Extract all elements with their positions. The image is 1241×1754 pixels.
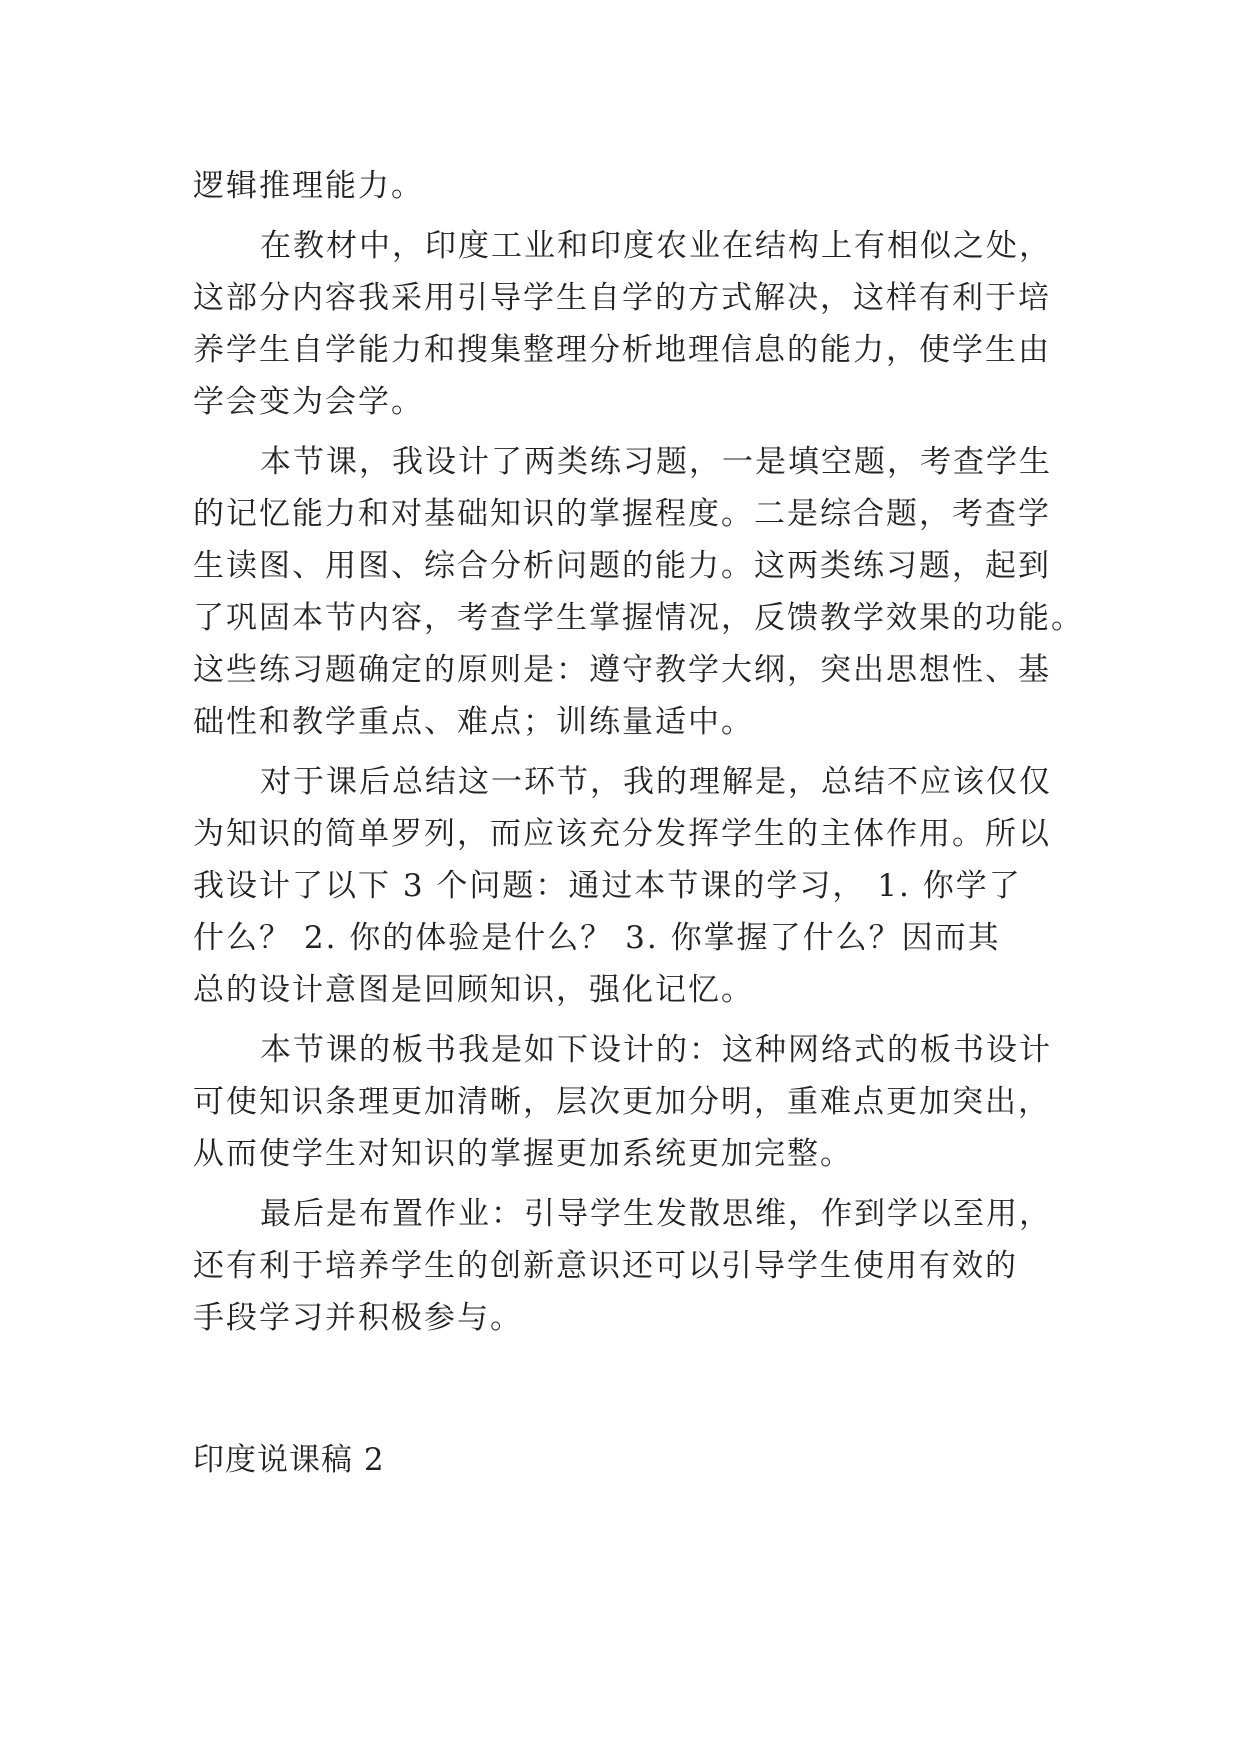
paragraph-line: 可使知识条理更加清晰，层次更加分明，重难点更加突出， (193, 1084, 1051, 1120)
paragraph-line: 本节课，我设计了两类练习题，一是填空题，考查学生 (260, 444, 1052, 480)
paragraph-line: 我设计了以下 3 个问题：通过本节课的学习， 1. 你学了 (193, 868, 1022, 904)
paragraph-line: 为知识的简单罗列，而应该充分发挥学生的主体作用。所以 (193, 816, 1051, 852)
paragraph-line: 了巩固本节内容，考查学生掌握情况，反馈教学效果的功能。 (193, 600, 1084, 636)
paragraph-line: 还有利于培养学生的创新意识还可以引导学生使用有效的 (193, 1248, 1018, 1284)
paragraph-line: 学会变为会学。 (193, 384, 424, 420)
paragraph-line: 总的设计意图是回顾知识，强化记忆。 (193, 972, 754, 1008)
paragraph-line: 在教材中，印度工业和印度农业在结构上有相似之处， (260, 228, 1052, 264)
paragraph-line: 生读图、用图、综合分析问题的能力。这两类练习题，起到 (193, 548, 1051, 584)
section-heading: 印度说课稿 2 (193, 1442, 385, 1478)
paragraph-line: 从而使学生对知识的掌握更加系统更加完整。 (193, 1136, 853, 1172)
paragraph-line: 础性和教学重点、难点；训练量适中。 (193, 704, 754, 740)
paragraph-line: 最后是布置作业：引导学生发散思维，作到学以至用， (260, 1196, 1052, 1232)
paragraph-line: 养学生自学能力和搜集整理分析地理信息的能力，使学生由 (193, 332, 1051, 368)
document-body (193, 160, 1084, 1486)
paragraph-line: 这些练习题确定的原则是：遵守教学大纲，突出思想性、基 (193, 652, 1051, 688)
paragraph-line: 本节课的板书我是如下设计的：这种网络式的板书设计 (260, 1032, 1052, 1068)
paragraph-line: 逻辑推理能力。 (193, 168, 424, 204)
paragraph-line: 对于课后总结这一环节，我的理解是，总结不应该仅仅 (260, 764, 1052, 800)
paragraph-line: 的记忆能力和对基础知识的掌握程度。二是综合题，考查学 (193, 496, 1051, 532)
paragraph-line: 手段学习并积极参与。 (193, 1300, 523, 1336)
paragraph-line: 这部分内容我采用引导学生自学的方式解决，这样有利于培 (193, 280, 1051, 316)
paragraph-line: 什么？ 2. 你的体验是什么？ 3. 你掌握了什么？因而其 (193, 920, 1001, 956)
